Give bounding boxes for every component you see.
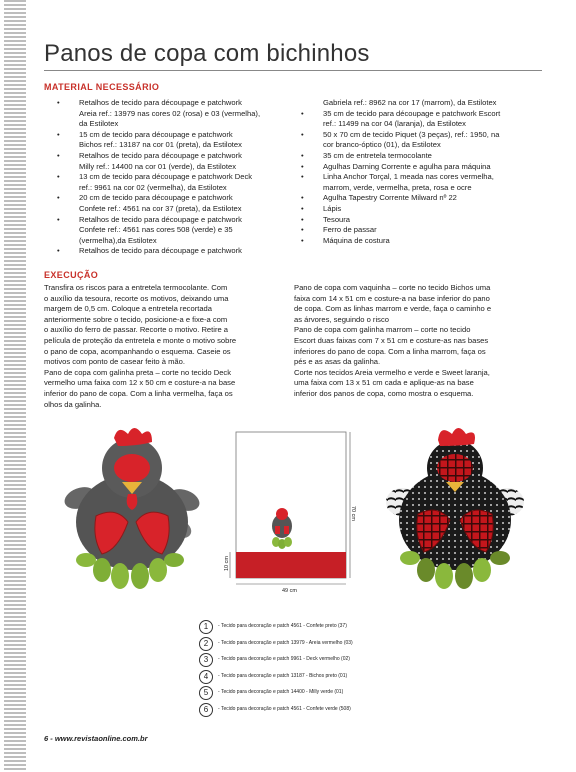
material-item: • Retalhos de tecido para découpage e patchwork [57,98,289,109]
legend-number: 2 [199,637,213,651]
material-item: Confete ref.: 4561 nas cores 508 (verde) e 35 [79,225,233,235]
page-title: Panos de copa com bichinhos [44,40,370,67]
legend-text: - Tecido para decoração e patch 9961 - Deck vermelho (02) [218,656,350,662]
legend-text: - Tecido para decoração e patch 4561 - Confete preto (37) [218,623,347,629]
material-item: marrom, verde, vermelha, preta, rosa e ocre [323,182,472,192]
material-item: Gabriela ref.: 8962 na cor 17 (marrom), da Estilotex [323,98,497,107]
towel-dimension-diagram [220,426,360,596]
material-item: • Linha Anchor Torçal, 1 meada nas cores vermelha, [301,172,551,183]
execucao-line: o auxílio da tesoura, recorte os motivos, deixando uma [44,293,229,303]
diagram-height-label: 70 cm [350,506,356,521]
execucao-text-right [294,283,544,400]
material-item: • 15 cm de tecido para découpage e patchwork [57,130,289,141]
execucao-line: inferior do pano de copa. Com a linha vermelha, faça os [44,388,233,398]
diagram-width-label: 49 cm [282,588,297,594]
execucao-line: margem de 0,5 cm. Coloque a entretela recortada [44,304,212,314]
execucao-line: Pano de copa com galinha marrom – corte no tecido [294,325,471,335]
patterned-hen-illustration [380,424,530,596]
material-item: • Retalhos de tecido para découpage e patchwork [57,151,289,162]
material-item: cor branco-óptico (01), da Estilotex [323,140,441,150]
execucao-line: Transfira os riscos para a entretela termocolante. Com [44,283,228,292]
material-item: • Agulhas Darning Corrente e agulha para máquina [301,162,551,173]
material-item: • 13 cm de tecido para découpage e patchwork Deck [57,172,289,183]
material-item: • Lápis [301,204,551,215]
legend-text: - Tecido para decoração e patch 4561 - Confete verde (508) [218,705,351,712]
legend-number: 4 [199,670,213,684]
execucao-line: motivos com ponto de casear feito à mão. [44,357,185,367]
material-item: • Máquina de costura [301,236,551,247]
diagram-band-label: 10 cm [224,556,230,571]
legend-number: 5 [199,686,213,700]
material-item: Areia ref.: 13979 nas cores 02 (rosa) e 03 (vermelha), [79,108,261,118]
execucao-line: Escort duas faixas com 7 x 51 cm e costure-as nas bases [294,335,489,345]
material-item: • Retalhos de tecido para découpage e patchwork [57,246,289,257]
legend-text: - Tecido para decoração e patch 14400 - Milly verde (01) [218,689,344,695]
execucao-text-left [44,283,284,410]
execucao-line: Pano de copa com galinha preta – corte no tecido Deck [44,367,232,377]
material-list-left [57,98,289,257]
legend-number: 6 [199,703,213,717]
execucao-line: vermelho uma faixa com 12 x 50 cm e costure-a na base [44,378,236,388]
material-item: • Ferro de passar [301,225,551,236]
page-footer: 6 - www.revistaonline.com.br [44,734,148,743]
material-item: (vermelha),da Estilotex [79,235,157,245]
execucao-heading: EXECUÇÃO [44,270,99,280]
material-list-right [301,98,551,246]
material-item: Confete ref.: 4561 na cor 37 (preta), da Estilotex [79,203,242,213]
material-item: da Estilotex [79,119,119,129]
execucao-line: o auxílio do ferro de passar. Recorte o motivo. Retire a [44,325,229,335]
execucao-line: de copa. Com as linhas marrom e verde, faça o caminho e [294,304,492,314]
material-item: ref.: 11499 na cor 04 (laranja), da Estilotex [323,119,466,129]
spiral-binding [4,0,26,772]
material-item: • Tesoura [301,215,551,226]
execucao-line: Pano de copa com vaquinha – corte no tecido Bichos uma [294,283,491,292]
material-item: • 35 cm de tecido para découpage e patchwork Escort [301,109,551,120]
material-item: ref.: 9961 na cor 02 (vermelha), da Estilotex [79,182,227,192]
execucao-line: anteriormente sobre o tecido, posicione-a e fixe-a com [44,314,228,324]
black-hen-illustration [58,424,206,596]
legend-number: 3 [199,653,213,667]
execucao-line: película de proteção da entretela e monte o motivo sobre [44,335,237,345]
material-item: • 50 x 70 cm de tecido Piquet (3 peças), ref.: 1950, na [301,130,551,141]
legend-text: - Tecido para decoração e patch 13187 - Bichos preto (01) [218,672,348,679]
execucao-line: uma faixa com 13 x 51 cm cada e aplique-as na base [294,378,474,388]
material-item: • Retalhos de tecido para découpage e patchwork [57,215,289,226]
material-item: • 35 cm de entretela termocolante [301,151,551,162]
legend-number: 1 [199,620,213,634]
material-item: • Agulha Tapestry Corrente Milward nº 22 [301,193,551,204]
execucao-line: as árvores, seguindo o risco [294,314,389,324]
execucao-line: Corte nos tecidos Areia vermelho e verde e Sweet laranja, [294,367,490,377]
material-item: Milly ref.: 14400 na cor 01 (verde), da Estilotex [79,161,237,171]
material-item: • 20 cm de tecido para découpage e patchwork [57,193,289,204]
title-divider [44,70,542,71]
execucao-line: faixa com 14 x 51 cm e costure-a na base inferior do pano [294,293,490,303]
material-heading: MATERIAL NECESSÁRIO [44,82,160,92]
material-item: Bichos ref.: 13187 na cor 01 (preta), da Estilotex [79,140,242,150]
execucao-line: pés e as asas da galinha. [294,357,381,367]
legend-text: - Tecido para decoração e patch 13979 - Areia vermelho (03) [218,639,353,646]
execucao-line: inferiores do pano de copa. Com a linha marrom, faça os [294,346,486,356]
execucao-line: o pano de copa, acompanhando o esquema. Caseie os [44,346,231,356]
execucao-line: olhos da galinha. [44,399,102,409]
execucao-line: inferior dos panos de copa, como mostra o esquema. [294,388,474,398]
